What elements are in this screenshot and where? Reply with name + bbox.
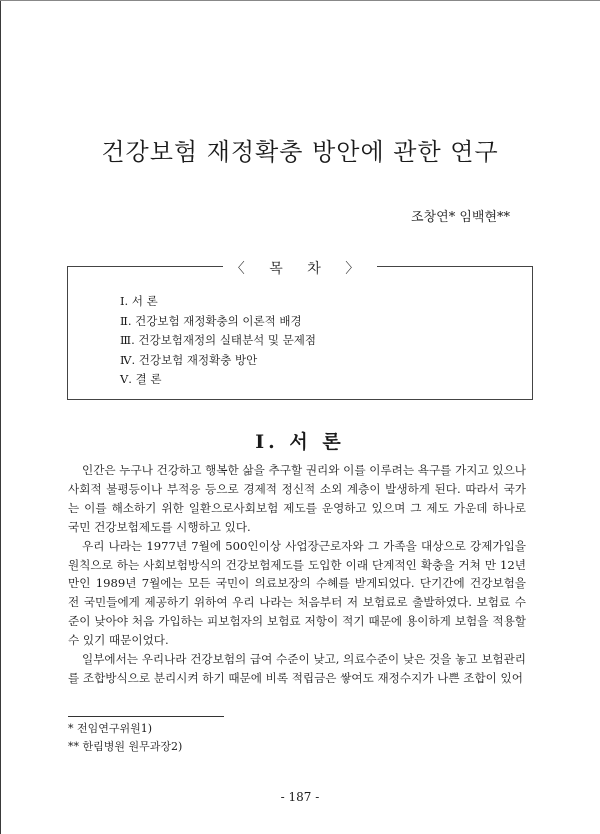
toc-item: Ⅲ. 건강보험재정의 실태분석 및 문제점 — [120, 333, 317, 347]
scan-border-left — [0, 0, 1, 834]
paragraph: 인간은 누구나 건강하고 행복한 삶을 추구할 권리와 이를 이루려는 욕구를 가지고 있으나 사회적 불평등이나 부적응 등으로 경제적 정신적 소외 계층이 발생하게 된다. 따라서 국가는 이를 해소하기 위한 일환으로사회보험 제도를 운영하고 있으며 그 제도 가운데 하나로 국민 건강보험제도를 시행하고 있다. — [68, 463, 526, 534]
scan-border-top — [0, 0, 600, 1]
paragraph: 일부에서는 우리나라 건강보험의 급여 수준이 낮고, 의료수준이 낮은 것을 놓고 보험관리를 조합방식으로 분리시켜 하기 때문에 비록 적립금은 쌓여도 재정수지가 나쁜 조합이 있어 — [68, 652, 526, 685]
footnote: ** 한림병원 원무과장2) — [68, 740, 183, 753]
toc-list — [120, 292, 316, 390]
paper-title: 건강보험 재정확충 방안에 관한 연구 — [101, 138, 499, 166]
toc-item: Ⅰ. 서 론 — [120, 294, 158, 308]
section-heading: Ⅰ. 서 론 — [255, 431, 345, 453]
toc-item: Ⅱ. 건강보험 재정확충의 이론적 배경 — [120, 313, 302, 328]
footnote-divider — [68, 716, 224, 717]
authors: 조창연* 임백현** — [411, 210, 510, 225]
toc-item: Ⅴ. 결 론 — [120, 372, 162, 386]
footnotes — [68, 720, 182, 756]
footnote: * 전임연구위원1) — [68, 722, 153, 735]
page-number: - 187 - — [280, 790, 320, 804]
paragraph: 우리 나라는 1977년 7월에 500인이상 사업장근로자와 그 가족을 대상으로 강제가입을 원칙으로 하는 사회보험방식의 건강보험제도를 도입한 이래 단계적인 확충을 거쳐 만 12년 만인 1989년 7월에는 모든 국민이 의료보장의 수혜를 받게되었다. 단기간에 건강보험을 전 국민들에게 제공하기 위하여 우리 나라는 처음부터 저 보험료로 출발하였다. 보험료 수준이 낮아야 처음 가입하는 피보험자의 보험료 저항이 적기 때문에 용이하게 보험을 적용할 수 있기 때문이었다. — [68, 538, 526, 648]
body-text — [68, 461, 526, 688]
toc-heading — [0, 258, 600, 278]
toc-heading-text: 〈 목 차 〉 — [223, 261, 377, 277]
toc-item: Ⅳ. 건강보험 재정확충 방안 — [120, 352, 258, 367]
